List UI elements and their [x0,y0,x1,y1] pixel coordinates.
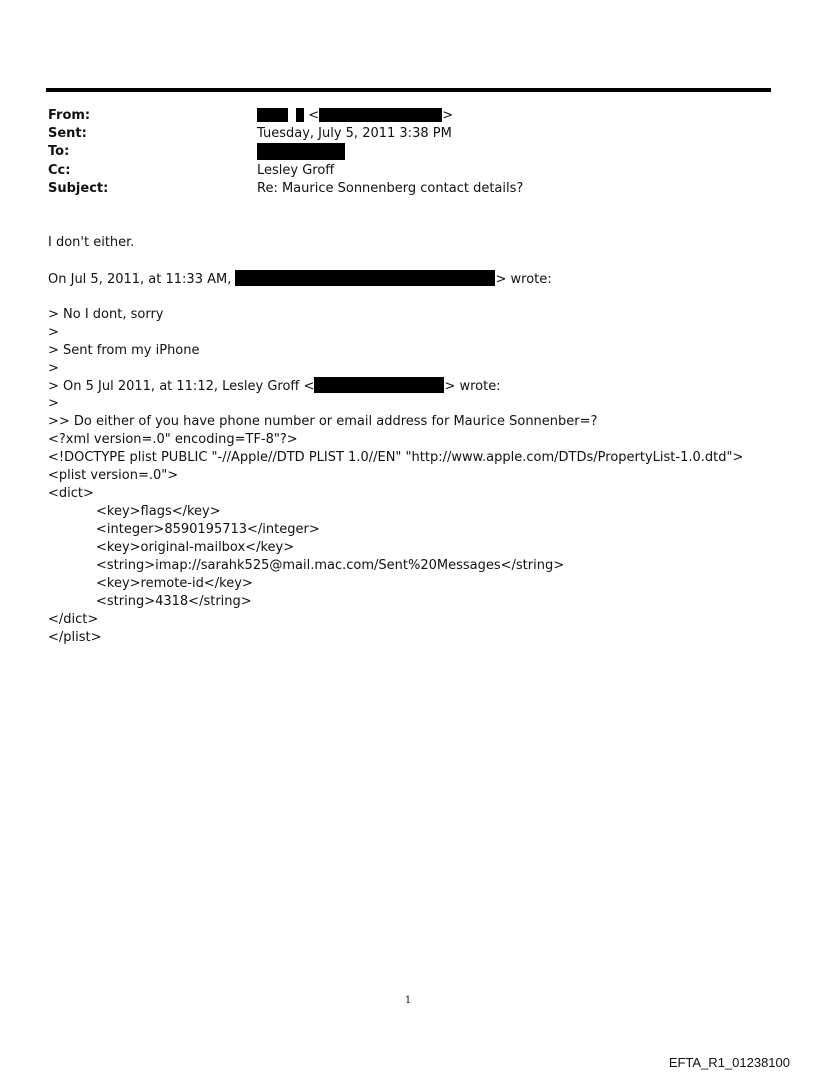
xml-line: <key>flags</key> [96,504,221,519]
quote-intro [48,270,552,289]
subject-value: Re: Maurice Sonnenberg contact details? [257,181,524,196]
quote-line-pre: > On 5 Jul 2011, at 11:12, Lesley Groff < [48,379,315,394]
redaction-bar [235,270,495,286]
redaction-bar [257,143,345,160]
redaction-bar [314,377,444,393]
from-gt: > [442,108,454,123]
quote-line: > [48,361,59,376]
redaction-bar [296,108,304,122]
xml-line: </plist> [48,630,102,645]
xml-line: <plist version=.0"> [48,468,179,483]
redaction-bar [319,108,442,122]
quote-line: > [48,325,59,340]
xml-line: <string>imap://sarahk525@mail.mac.com/Sent%20Messages</string> [96,558,565,573]
quote-line: >> Do either of you have phone number or email address for Maurice Sonnenber=? [48,414,598,429]
xml-line: </dict> [48,612,99,627]
quote-line: > No I dont, sorry [48,307,164,322]
sent-label: Sent: [48,126,87,141]
to-label: To: [48,144,70,159]
xml-line: <string>4318</string> [96,594,252,609]
quote-line: > [48,396,59,411]
header-rule [46,88,771,92]
xml-line: <?xml version=.0" encoding=TF-8"?> [48,432,298,447]
quote-line: > Sent from my iPhone [48,343,200,358]
to-value [257,143,345,162]
subject-label: Subject: [48,181,109,196]
quote-line [48,377,501,396]
xml-line: <key>original-mailbox</key> [96,540,295,555]
quote-line-post: > wrote: [444,379,501,394]
reply-text: I don't either. [48,235,135,250]
xml-line: <!DOCTYPE plist PUBLIC "-//Apple//DTD PLIST 1.0//EN" "http://www.apple.com/DTDs/PropertyList-1.0.dtd"> [48,450,744,465]
quote-intro-post: > wrote: [495,272,552,287]
xml-line: <integer>8590195713</integer> [96,522,320,537]
page-number: 1 [404,995,412,1006]
xml-line: <dict> [48,486,94,501]
quote-intro-pre: On Jul 5, 2011, at 11:33 AM, [48,272,232,287]
sent-value: Tuesday, July 5, 2011 3:38 PM [257,126,452,141]
cc-value: Lesley Groff [257,163,335,178]
from-value [257,107,453,125]
from-label: From: [48,108,91,123]
from-lt: < [308,108,320,123]
redaction-bar [257,108,288,122]
xml-line: <key>remote-id</key> [96,576,253,591]
bates-number: EFTA_R1_01238100 [668,1055,790,1070]
cc-label: Cc: [48,163,71,178]
